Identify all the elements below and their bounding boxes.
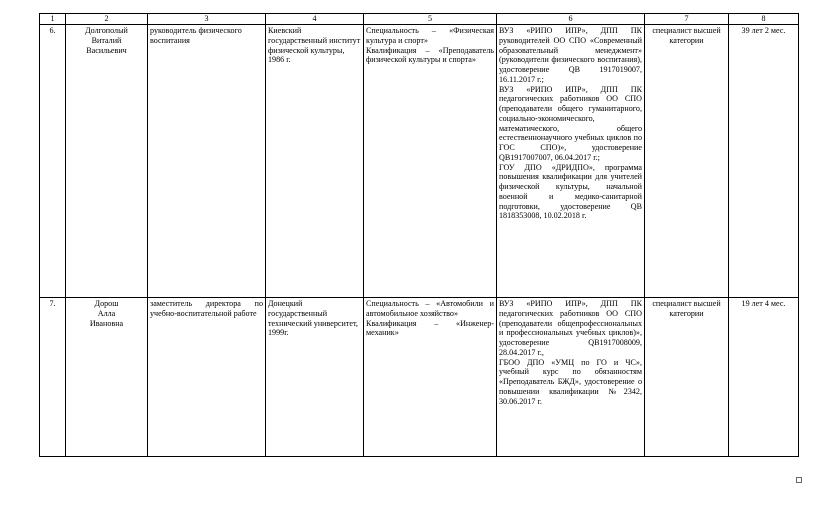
qualification-text: Квалификация – «Инженер-механик» [366, 318, 494, 338]
row-number: 6. [40, 25, 66, 298]
first-name: Виталий [91, 35, 122, 45]
position-cell: заместитель директора по учебно-воспитательной работе [148, 298, 266, 457]
column-number: 4 [266, 14, 364, 25]
row-number: 7. [40, 298, 66, 457]
column-number: 5 [364, 14, 497, 25]
first-name: Алла [97, 308, 116, 318]
surname: Дорош [94, 299, 119, 308]
column-number: 8 [729, 14, 799, 25]
table-resize-handle[interactable] [796, 477, 802, 483]
qualification-text: Квалификация – «Преподаватель физической культуры и спорта» [366, 45, 494, 65]
table-row [40, 25, 799, 298]
column-number: 6 [497, 14, 645, 25]
column-number-row [40, 14, 799, 25]
training-cell [497, 25, 645, 298]
patronymic: Ивановна [89, 318, 124, 328]
experience-cell: 19 лет 4 мес. [729, 298, 799, 457]
employee-name [66, 25, 148, 298]
training-cell [497, 298, 645, 457]
table-row [40, 298, 799, 457]
column-number: 1 [40, 14, 66, 25]
category-cell: специалист высшей категории [645, 25, 729, 298]
training-entry: ВУЗ «РИПО ИПР», ДПП ПК педагогических работников ОО СПО (преподаватели общепрофессиональных и профессиональных учебных циклов)», удостоверение QB1917008009, 28.04.2017 г., [499, 299, 642, 357]
employee-name [66, 298, 148, 457]
column-number: 7 [645, 14, 729, 25]
specialty-text: Специальность – «Физическая культура и спорт» [366, 26, 494, 45]
specialty-text: Специальность – «Автомобили и автомобильное хозяйство» [366, 299, 494, 318]
column-number: 2 [66, 14, 148, 25]
category-cell: специалист высшей категории [645, 298, 729, 457]
position-cell: руководитель физического воспитания [148, 25, 266, 298]
column-number: 3 [148, 14, 266, 25]
specialty-cell [364, 25, 497, 298]
specialty-cell [364, 298, 497, 457]
education-cell: Донецкий государственный технический университет, 1999г. [266, 298, 364, 457]
training-entry: ГОУ ДПО «ДРИДПО», программа повышения квалификации для учителей физической культуры, начальной военной и медико-санитарной подготовки, удостоверение QB 1818353008, 10.02.2018 г. [499, 162, 642, 221]
education-cell: Киевский государственный институт физической культуры, 1986 г. [266, 25, 364, 298]
surname: Долгополый [85, 26, 128, 35]
training-entry: ГБОО ДПО «УМЦ по ГО и ЧС», учебный курс по обязанностям «Преподаватель БЖД», удостоверение о повышении квалификации №2342, 30.06.2017 г. [499, 357, 642, 406]
training-entry: ВУЗ «РИПО ИПР», ДПП ПК руководителей ОО СПО «Современный образовательный менеджмент» (руководители физического воспитания), удостоверение QB 1917019007, 16.11.2017 г.; [499, 26, 642, 84]
patronymic: Васильевич [86, 45, 127, 55]
training-entry: ВУЗ «РИПО ИПР», ДПП ПК педагогических работников ОО СПО (преподаватели общего гуманитарного, социально-экономического, математического, общего естественнонаучного учебных циклов по ГОС СПО)», удостоверение QB1917007007, 06.04.2017 г.; [499, 84, 642, 162]
experience-cell: 39 лет 2 мес. [729, 25, 799, 298]
staff-table [39, 13, 799, 457]
